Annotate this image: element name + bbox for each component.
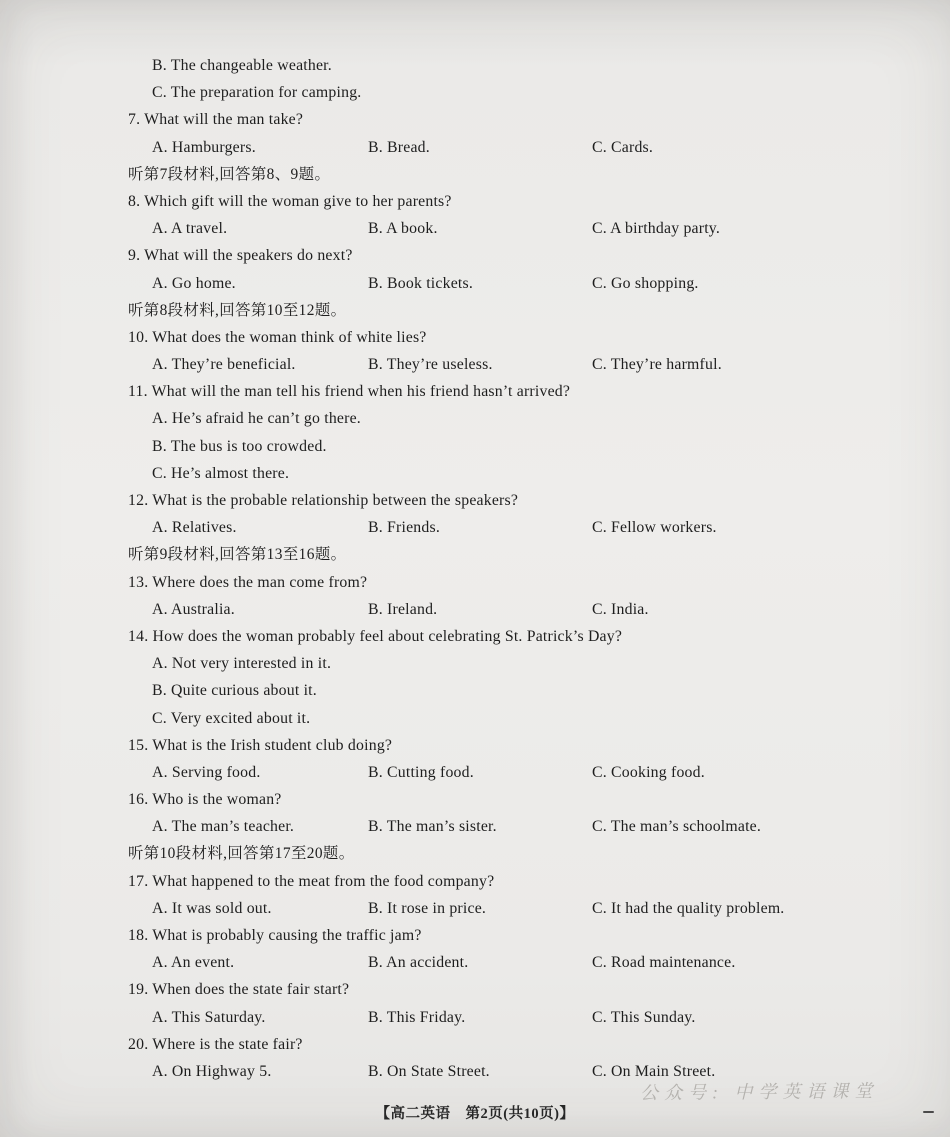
options-row <box>128 351 922 378</box>
page-footer: 【高二英语 第2页(共10页)】 <box>375 1106 575 1122</box>
question-line: 11. What will the man tell his friend when his friend hasn’t arrived? <box>128 383 571 401</box>
option-a: A. This Saturday. <box>152 1008 266 1026</box>
option-a: A. An event. <box>152 954 235 972</box>
options-row <box>128 949 922 976</box>
options-row <box>128 895 922 922</box>
options-row <box>128 134 922 161</box>
question-line: 13. Where does the man come from? <box>128 573 368 591</box>
option-a: A. Relatives. <box>152 519 237 537</box>
question-line: 18. What is probably causing the traffic jam? <box>128 927 422 944</box>
question-line: 12. What is the probable relationship between the speakers? <box>128 492 519 509</box>
question-line: 16. Who is the woman? <box>128 791 282 809</box>
option-b: B. Cutting food. <box>368 763 474 781</box>
option-a: A. Serving food. <box>152 763 261 781</box>
options-row <box>128 270 922 297</box>
option-line: A. Not very interested in it. <box>152 655 332 673</box>
option-b: B. This Friday. <box>368 1008 466 1026</box>
option-b: B. A book. <box>368 220 438 238</box>
section-instruction: 听第7段材料,回答第8、9题。 <box>128 165 331 183</box>
watermark-text: 公众号: 中学英语课堂 <box>639 1080 879 1104</box>
option-c: C. They’re harmful. <box>592 356 722 374</box>
option-b: B. Bread. <box>368 138 430 156</box>
option-a: A. They’re beneficial. <box>152 356 296 374</box>
option-a: A. Hamburgers. <box>152 138 256 156</box>
option-b: B. Ireland. <box>368 600 438 618</box>
option-line: B. Quite curious about it. <box>152 682 317 700</box>
option-b: B. Book tickets. <box>368 274 474 292</box>
question-line: 10. What does the woman think of white lies? <box>128 328 427 346</box>
option-a: A. Australia. <box>152 600 235 618</box>
question-line: 15. What is the Irish student club doing? <box>128 736 393 754</box>
option-c: C. India. <box>592 600 649 618</box>
option-c: C. On Main Street. <box>592 1062 716 1080</box>
option-b: B. The man’s sister. <box>368 818 497 836</box>
question-line: 9. What will the speakers do next? <box>128 247 353 265</box>
option-line: A. He’s afraid he can’t go there. <box>152 410 361 428</box>
option-a: A. The man’s teacher. <box>152 818 295 836</box>
option-c: C. Cards. <box>592 138 654 156</box>
section-instruction: 听第8段材料,回答第10至12题。 <box>128 301 347 319</box>
options-row <box>128 1004 922 1031</box>
option-b: B. On State Street. <box>368 1062 490 1080</box>
option-b: B. An accident. <box>368 954 469 972</box>
options-row <box>128 813 922 840</box>
option-c: C. This Sunday. <box>592 1008 696 1026</box>
option-line: C. The preparation for camping. <box>152 84 362 102</box>
option-line: C. He’s almost there. <box>152 464 290 482</box>
option-a: A. On Highway 5. <box>152 1062 272 1080</box>
question-line: 14. How does the woman probably feel about celebrating St. Patrick’s Day? <box>128 627 623 645</box>
options-row <box>128 759 922 786</box>
option-c: C. Fellow workers. <box>592 519 717 537</box>
option-line: B. The bus is too crowded. <box>152 437 327 455</box>
section-instruction: 听第9段材料,回答第13至16题。 <box>128 546 347 564</box>
option-line: C. Very excited about it. <box>152 709 311 727</box>
option-c: C. Go shopping. <box>592 274 699 292</box>
options-row <box>128 215 922 242</box>
option-c: C. It had the quality problem. <box>592 899 785 917</box>
option-c: C. A birthday party. <box>592 220 721 238</box>
question-line: 8. Which gift will the woman give to her parents? <box>128 192 452 210</box>
question-line: 19. When does the state fair start? <box>128 981 350 999</box>
option-a: A. A travel. <box>152 220 228 238</box>
question-line: 17. What happened to the meat from the food company? <box>128 872 495 890</box>
option-b: B. Friends. <box>368 519 440 537</box>
options-row <box>128 596 922 623</box>
option-a: A. It was sold out. <box>152 899 272 917</box>
section-instruction: 听第10段材料,回答第17至20题。 <box>128 845 355 863</box>
option-c: C. Road maintenance. <box>592 954 736 972</box>
option-c: C. The man’s schoolmate. <box>592 818 762 836</box>
option-a: A. Go home. <box>152 274 236 292</box>
option-line: B. The changeable weather. <box>152 57 332 74</box>
option-b: B. They’re useless. <box>368 356 493 374</box>
question-line: 20. Where is the state fair? <box>128 1035 303 1053</box>
option-b: B. It rose in price. <box>368 899 487 917</box>
scan-artifact-mark <box>923 1111 934 1113</box>
question-line: 7. What will the man take? <box>128 111 304 129</box>
question-list <box>128 52 922 1085</box>
options-row <box>128 514 922 541</box>
option-c: C. Cooking food. <box>592 763 705 781</box>
